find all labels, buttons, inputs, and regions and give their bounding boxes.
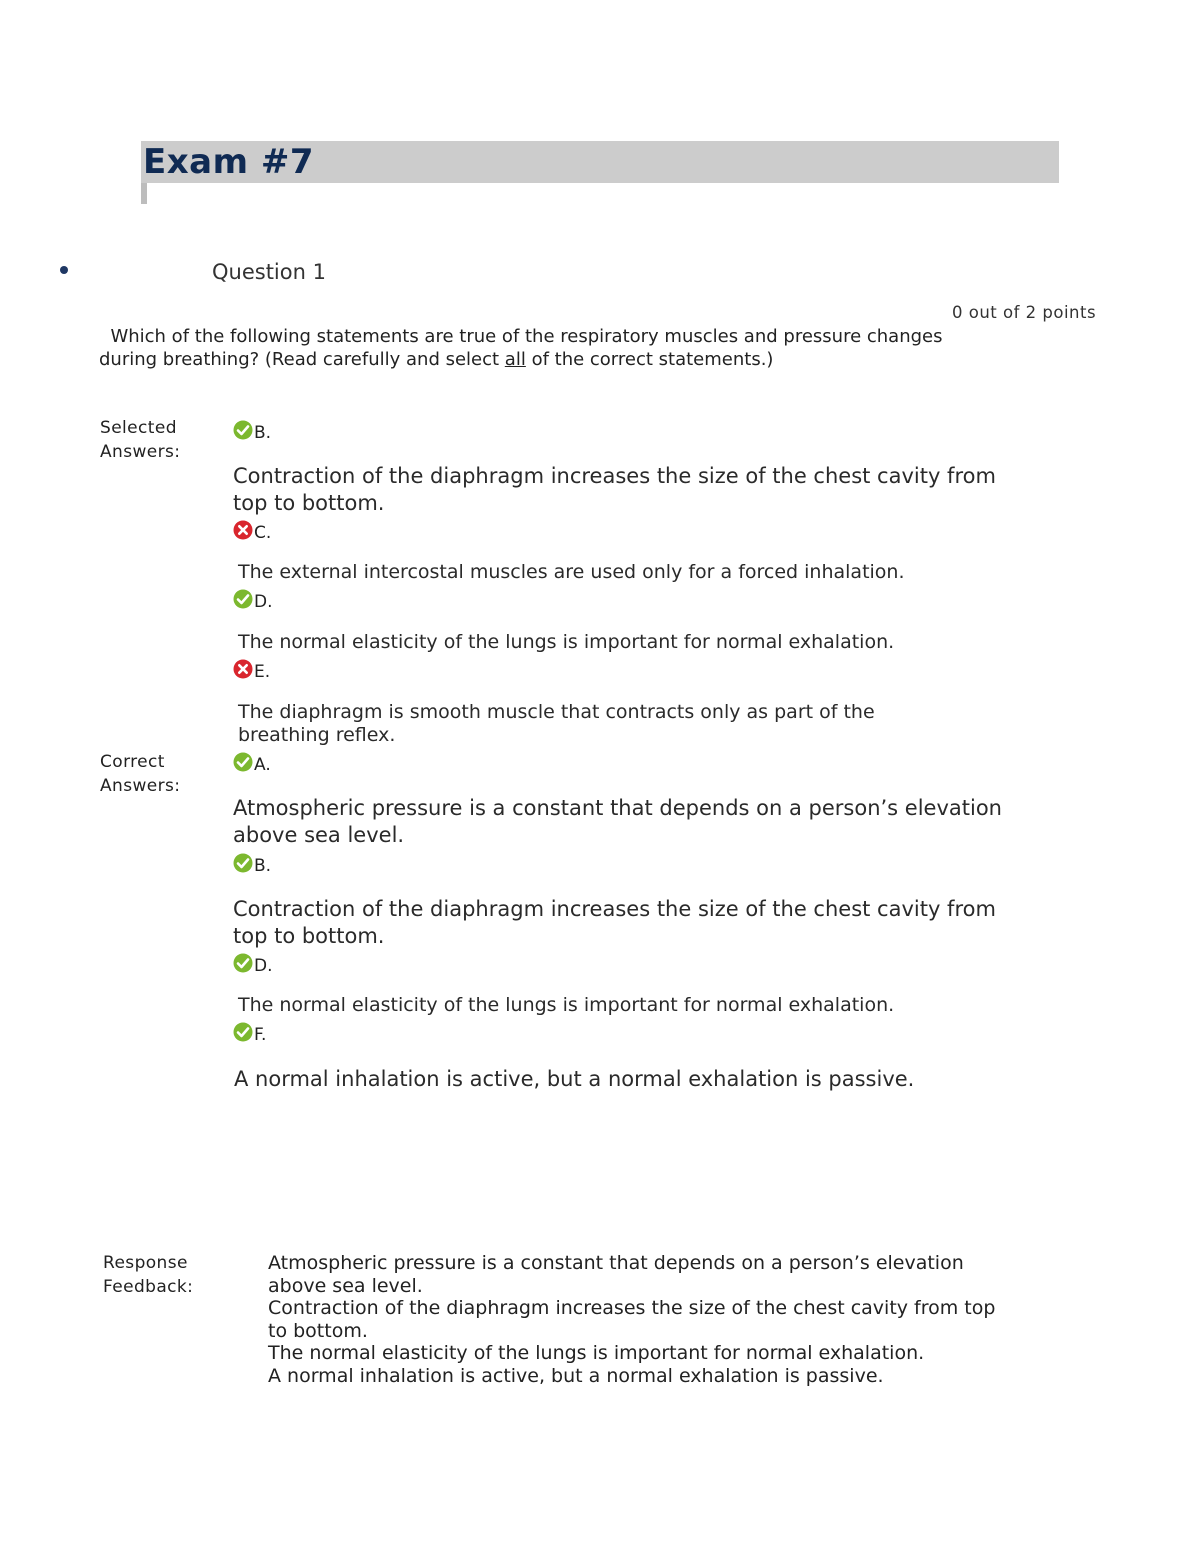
selected-answer-letter: C. [254,523,272,543]
checkmark-circle-icon [233,853,253,873]
selected-answer-text: The external intercostal muscles are used only for a forced inhalation. [238,561,905,583]
title-bar-accent [141,183,147,204]
correct-answer-text: Contraction of the diaphragm increases the size of the chest cavity from top to bottom. [233,897,996,948]
selected-answer-text: The diaphragm is smooth muscle that contracts only as part of the breathing reflex. [238,701,875,746]
checkmark-circle-icon [233,420,253,440]
correct-answers-label-line1: Correct [100,752,165,772]
selected-answer-letter: B. [254,423,272,443]
correct-answer-text: A normal inhalation is active, but a normal exhalation is passive. [234,1067,915,1091]
x-circle-icon [233,659,253,679]
selected-answers-label-line1: Selected [100,418,177,438]
checkmark-circle-icon [233,589,253,609]
correct-answer-text: The normal elasticity of the lungs is important for normal exhalation. [238,994,895,1016]
response-feedback-label [103,1251,193,1299]
x-circle-icon [233,520,253,540]
correct-answer-text: Atmospheric pressure is a constant that depends on a person’s elevation above sea level. [233,796,1002,847]
correct-answer-letter: B. [254,856,272,876]
selected-answers-label [100,416,180,464]
checkmark-circle-icon [233,953,253,973]
correct-answer-letter: A. [254,755,271,775]
question-label: Question 1 [212,260,326,284]
selected-answers-label-line2: Answers: [100,442,181,462]
response-feedback-label-line1: Response [103,1253,188,1273]
feedback-line: A normal inhalation is active, but a normal exhalation is passive. [268,1364,884,1387]
bullet-icon [60,266,68,274]
correct-answers-label-line2: Answers: [100,776,181,796]
question-text-part2: of the correct statements.) [525,349,774,370]
feedback-line: The normal elasticity of the lungs is important for normal exhalation. [268,1342,925,1365]
points-score: 0 out of 2 points [952,303,1097,322]
response-feedback-text [268,1252,1008,1388]
feedback-line: Contraction of the diaphragm increases the size of the chest cavity from top to bottom. [268,1297,996,1342]
question-text-part1: Which of the following statements are true of the respiratory muscles and pressure changes during breathing? (Read carefully and select [99,326,943,370]
correct-answer-letter: D. [254,956,273,976]
selected-answer-text: The normal elasticity of the lungs is important for normal exhalation. [238,631,895,653]
response-feedback-label-line2: Feedback: [103,1277,194,1297]
question-text-emphasis: all [504,349,526,370]
checkmark-circle-icon [233,752,253,772]
selected-answer-text: Contraction of the diaphragm increases the size of the chest cavity from top to bottom. [233,464,996,515]
question-text [99,325,959,371]
page-title: Exam #7 [143,142,315,182]
correct-answers-label [100,750,180,798]
checkmark-circle-icon [233,1022,253,1042]
selected-answer-letter: D. [254,592,273,612]
correct-answer-letter: F. [254,1025,267,1045]
selected-answer-letter: E. [254,662,271,682]
feedback-line: Atmospheric pressure is a constant that depends on a person’s elevation above sea level. [268,1252,964,1297]
